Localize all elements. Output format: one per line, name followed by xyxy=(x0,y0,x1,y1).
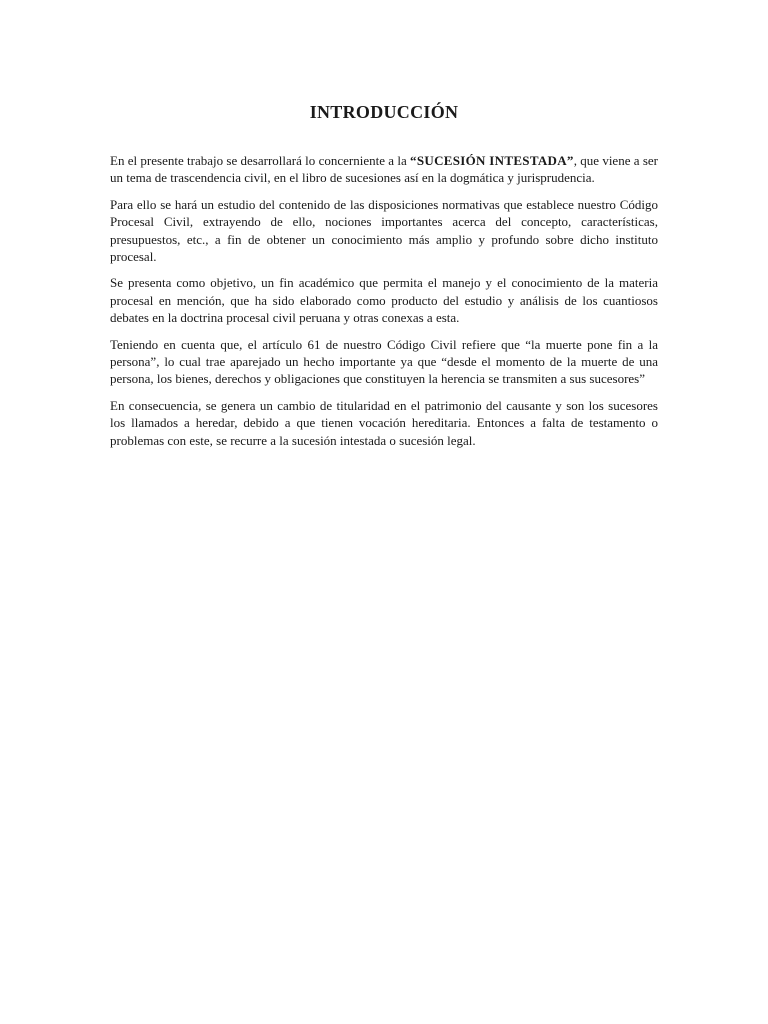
paragraph-1-rest: , que viene a ser un tema de trascendencia civil, en el libro de sucesiones así en la dogmática y jurisprudencia. xyxy=(110,153,658,186)
paragraph-1-emphasis: “SUCESIÓN INTESTADA” xyxy=(410,153,574,168)
paragraph-1 xyxy=(110,152,658,187)
paragraph-4: Teniendo en cuenta que, el artículo 61 de nuestro Código Civil refiere que “la muerte pone fin a la persona”, lo cual trae aparejado un hecho importante ya que “desde el momento de la muerte de una persona, los bienes, derechos y obligaciones que constituyen la herencia se transmiten a sus sucesores” xyxy=(110,336,658,387)
paragraph-3: Se presenta como objetivo, un fin académico que permita el manejo y el conocimiento de la materia procesal en mención, que ha sido elaborado como producto del estudio y análisis de los cuantiosos debates en la doctrina procesal civil peruana y otras conexas a esta. xyxy=(110,275,658,326)
document-title: INTRODUCCIÓN xyxy=(309,102,459,122)
paragraph-5: En consecuencia, se genera un cambio de titularidad en el patrimonio del causante y son los sucesores los llamados a heredar, debido a que tienen vocación hereditaria. Entonces a falta de testamento o problemas con este, se recurre a la sucesión intestada o sucesión legal. xyxy=(110,397,658,448)
paragraph-2: Para ello se hará un estudio del contenido de las disposiciones normativas que establece nuestro Código Procesal Civil, extrayendo de ello, nociones importantes acerca del concepto, características, presupuestos, etc., a fin de obtener un conocimiento más amplio y profundo sobre dicho instituto procesal. xyxy=(110,196,658,265)
paragraph-1-intro: En el presente trabajo se desarrollará lo concerniente a la xyxy=(110,153,411,168)
document-body xyxy=(110,152,658,458)
